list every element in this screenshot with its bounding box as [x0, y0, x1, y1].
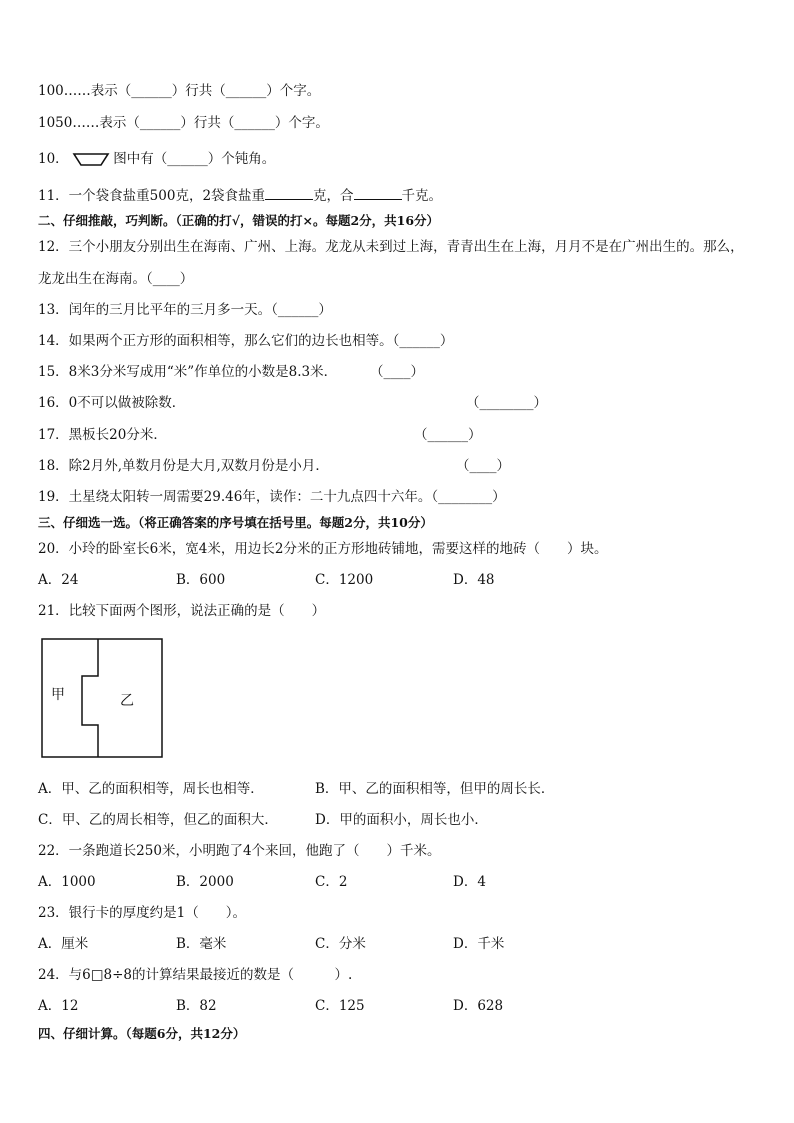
section-3-heading: 三、仔细选一选。（将正确答案的序号填在括号里。每题2分，共10分） — [38, 515, 433, 530]
option-a[interactable]: A．厘米 — [38, 936, 89, 952]
question-15: 15．8米3分米写成用“米”作单位的小数是8.3米． — [38, 364, 338, 380]
option-d[interactable]: D．千米 — [453, 936, 505, 952]
question-9-line-b: 1050……表示（______）行共（______）个字。 — [38, 115, 329, 131]
section-4-heading: 四、仔细计算。（每题6分，共12分） — [38, 1026, 246, 1041]
question-21: 21．比较下面两个图形，说法正确的是（ ） — [38, 603, 326, 619]
question-11 — [38, 186, 442, 205]
question-10-text: 图中有（______）个钝角。 — [113, 151, 276, 167]
question-22: 22．一条跑道长250米，小明跑了4个来回，他跑了（ ）千米。 — [38, 843, 441, 859]
answer-blank-kilograms[interactable] — [354, 186, 402, 200]
trapezoid-figure — [73, 153, 109, 167]
section-2-heading: 二、仔细推敲，巧判断。（正确的打√，错误的打×。每题2分，共16分） — [38, 213, 440, 228]
option-c[interactable]: C．甲、乙的周长相等，但乙的面积大． — [38, 812, 278, 828]
question-24: 24．与6□8÷8的计算结果最接近的数是（ ）. — [38, 967, 353, 983]
question-17: 17．黑板长20分米． — [38, 427, 167, 443]
option-c[interactable]: C．1200 — [315, 572, 374, 588]
question-18: 18．除2月外,单数月份是大月,双数月份是小月． — [38, 458, 329, 474]
question-11-part-a: 11．一个袋食盐重500克，2袋食盐重 — [38, 188, 266, 204]
question-19: 19．土星绕太阳转一周需要29.46年，读作：二十九点四十六年。（________） — [38, 489, 506, 505]
option-a[interactable]: A．24 — [38, 572, 79, 588]
question-11-part-c: 千克。 — [401, 188, 443, 204]
question-14: 14．如果两个正方形的面积相等，那么它们的边长也相等。（______） — [38, 333, 454, 349]
option-b[interactable]: B．2000 — [176, 874, 234, 890]
figure-label-jia: 甲 — [51, 687, 65, 703]
option-d[interactable]: D．4 — [453, 874, 486, 890]
option-a[interactable]: A．12 — [38, 998, 79, 1014]
option-c[interactable]: C．分米 — [315, 936, 366, 952]
question-9-line-a: 100……表示（______）行共（______）个字。 — [38, 83, 321, 99]
question-16: 16．0不可以做被除数． — [38, 395, 186, 411]
question-15-answer[interactable]: （____） — [370, 364, 424, 380]
option-a[interactable]: A．甲、乙的面积相等，周长也相等． — [38, 781, 264, 797]
option-b[interactable]: B．毫米 — [176, 936, 227, 952]
question-18-answer[interactable]: （____） — [456, 458, 510, 474]
comparison-figure — [41, 638, 163, 758]
question-20: 20．小玲的卧室长6米，宽4米，用边长2分米的正方形地砖铺地，需要这样的地砖（ ）块。 — [38, 541, 608, 557]
question-10-number: 10． — [38, 151, 69, 167]
option-c[interactable]: C．125 — [315, 998, 365, 1014]
option-d[interactable]: D．48 — [453, 572, 495, 588]
question-16-answer[interactable]: （________） — [466, 395, 547, 411]
question-17-answer[interactable]: （______） — [414, 427, 482, 443]
question-10 — [38, 150, 275, 168]
option-c[interactable]: C．2 — [315, 874, 348, 890]
question-12-line-a: 12．三个小朋友分别出生在海南、广州、上海。龙龙从未到过上海，青青出生在上海，月月不是在广州出生的。那么， — [38, 239, 744, 255]
question-13: 13．闰年的三月比平年的三月多一天。（______） — [38, 302, 332, 318]
option-b[interactable]: B．甲、乙的面积相等，但甲的周长长． — [315, 781, 555, 797]
option-b[interactable]: B．82 — [176, 998, 217, 1014]
question-11-part-b: 克，合 — [313, 188, 354, 204]
option-d[interactable]: D．628 — [453, 998, 504, 1014]
question-23: 23．银行卡的厚度约是1（ ）。 — [38, 905, 247, 921]
option-b[interactable]: B．600 — [176, 572, 226, 588]
question-12-line-b: 龙龙出生在海南。（____） — [38, 271, 194, 287]
answer-blank-grams[interactable] — [265, 186, 313, 200]
option-a[interactable]: A．1000 — [38, 874, 96, 890]
figure-label-yi: 乙 — [120, 693, 134, 709]
option-d[interactable]: D．甲的面积小，周长也小． — [315, 812, 488, 828]
